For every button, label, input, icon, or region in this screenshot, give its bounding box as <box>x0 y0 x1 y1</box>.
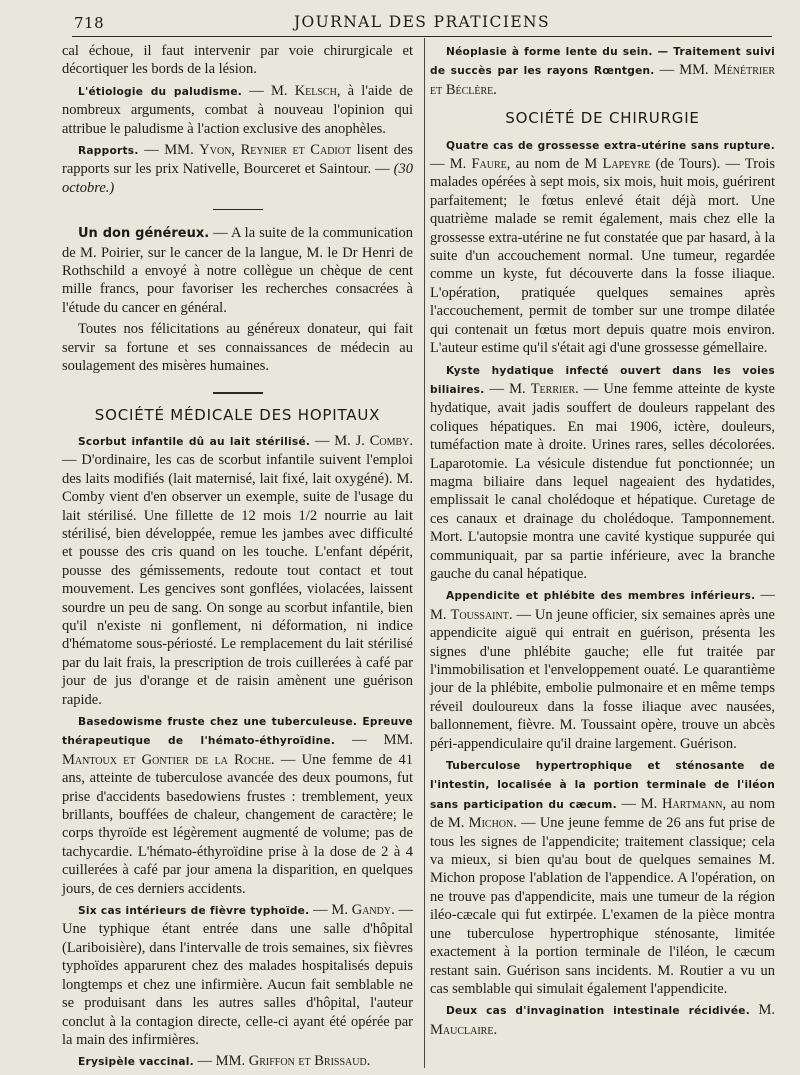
entry-author: Gandy <box>351 902 392 919</box>
entry-title: Néoplasie à forme lente du sein. — Traitement suivi de succès par les rayons Rœntgen. <box>430 46 775 78</box>
entry-neoplasie: Néoplasie à forme lente du sein. — Traitement suivi de succès par les rayons Rœntgen. — MM. Ménétrier et Béclère. <box>430 46 776 98</box>
entry-tuberculose: Tuberculose hypertrophique et sténosante de l'intestin, localisée à la portion terminale de l'iléon sans participation du cæcum. — M. Hartmann, au nom de M. Michon. — Une jeune femme de 26 ans fut prise de tous les signes de l'appendicite; traitement classique; cela va mieux, si bien qu'au bout de quelques semaines M. Michon propose l'ablation de l'appendice. A l'opération, on ne trouve pas d'appendicite, mais une tumeur de la région iléo-cæcale qui fut extirpée. L'examen de la pièce montra une tuberculose hypertrophique sténosante, limitée exactement à la portion terminale de l'iléon, le cæcum restant sain. Guérison sans incidents. M. Routier a vu un cas semblable qui simulait également l'appendicite. <box>430 760 775 997</box>
entry-title: Scorbut infantile dû au lait stérilisé. <box>78 435 311 448</box>
page-header <box>72 10 772 37</box>
entry-author: Kelsch <box>294 82 337 99</box>
entry-authors: Mantoux et Gontier de la Roche <box>62 751 272 768</box>
entry-erysipele: Erysipèle vaccinal. — MM. Griffon et Brissaud. <box>78 1053 371 1070</box>
entry-title: Deux cas d'invagination intestinale récidivée. <box>446 1005 750 1018</box>
entry-grossesse: Quatre cas de grossesse extra-utérine sans rupture. — M. Faure, au nom de M Lapeyre (de Tours). — Trois malades opérées à sept mois, six mois, huit mois, guérirent parfaitement; le fœtus enlevé était déjà mort. Une quatrième malade se remit également, mais chez elle la grossesse extra-utérine ne fut constatée que par hasard, à la suite d'un accouchement normal. Une tumeur, regardée comme un kyste, fut découverte dans la fosse iliaque. L'opération, pratiquée quelques semaines après l'accouchement, permit de tomber sur une trompe dilatée qui contenait un fœtus mort depuis quatre mois environ. L'auteur estime qu'il s'était agi d'une grossesse gémellaire. <box>430 139 775 357</box>
entry-title: Erysipèle vaccinal. <box>78 1056 194 1069</box>
right-column <box>430 42 775 1042</box>
entry-authors: Griffon et Brissaud <box>248 1053 367 1070</box>
entry-scorbut: Scorbut infantile dû au lait stérilisé. — M. J. Comby. — D'ordinaire, les cas de scorbut infantile suivent l'emploi des laits modifiés (lait maternisé, lait fixé, lait oxygéné). M. Comby vient d'en observer un exemple, suite de l'usage du lait stérilisé. Une fillette de 12 mois 1/2 nourrie au lait stérilisé, bien développée, remue les jambes avec difficulté et pousse des cris quand on les touche. L'enfant dépérit, pousse des gémissements, redoute tout contact et tout mouvement. Les gencives sont gonflées, violacées, laissent sourdre un peu de sang. On songe au scorbut infantile, bien qu'il n'existe ni gonflement, ni déformation, ni indice d'hématome sous-périosté. Le remplacement du lait stérilisé par du lait frais, la prescription de trois cuillerées à café par jour de jus d'orange et de raisin amènent une guérison rapide. <box>62 432 413 708</box>
entry-author: Comby <box>369 432 410 449</box>
entry-title: Six cas intérieurs de fièvre typhoïde. <box>78 905 310 918</box>
entry-typhoide: Six cas intérieurs de fièvre typhoïde. — M. Gandy. — Une typhique étant entrée dans une salle d'hôpital (Lariboisière), dans l'intervalle de trois semaines, six fièvres typhoïdes apparurent chez des malades hospitalisés depuis longtemps et chez une infirmière. Aucun fait semblable ne se produisant dans les autres salles d'hôpital, l'auteur conclut à la contagion directe, celle-ci ayant été opérée par la main des infirmières. <box>62 902 413 1048</box>
entry-author: Toussaint <box>450 606 509 623</box>
separator-rule <box>213 392 263 394</box>
entry-author: Michon <box>468 815 514 832</box>
entry-paludisme: L'étiologie du paludisme. — M. Kelsch, à l'aide de nombreux arguments, combat à nouveau l'opinion qui attribue le paludisme à l'action exclusive des anophèles. <box>62 82 413 137</box>
entry-author: Terrier <box>530 380 576 397</box>
entry-title: Un don généreux. <box>78 226 210 242</box>
entry-title: L'étiologie du paludisme. <box>78 85 243 98</box>
section-title-hopitaux: SOCIÉTÉ MÉDICALE DES HOPITAUX <box>94 405 381 424</box>
entry-authors: Yvon, Reynier et Cadiot <box>199 142 352 159</box>
entry-invagination: Deux cas d'invagination intestinale récidivée. M. Mauclaire. <box>430 1002 775 1038</box>
left-column <box>62 42 413 1075</box>
entry-title: Tuberculose hypertrophique et sténosante de l'intestin, localisée à la portion terminale de l'iléon sans participation du cæcum. <box>430 760 775 811</box>
separator-rule <box>213 209 263 210</box>
entry-appendicite: Appendicite et phlébite des membres inférieurs. — M. Toussaint. — Un jeune officier, six semaines après une appendicite aiguë qui entrait en guérison, présenta les signes d'une phlébite gauche; elle fut traitée par l'immobilisation et l'enveloppement ouaté. Le quarantième jour de la phlébite, embolie pulmonaire et en même temps réveil douloureux dans la fosse iliaque avec nausées, ballonnement, fièvre. M. Toussaint opère, trouve un abcès péri-appendiculaire qu'il draine largement. Guérison. <box>430 587 775 752</box>
entry-title: Rapports. <box>78 145 139 158</box>
entry-kyste: Kyste hydatique infecté ouvert dans les voies biliaires. — M. Terrier. — Une femme atteinte de kyste hydatique, avait jadis souffert de douleurs rappelant des coliques hépatiques. En mai 1906, ictère, douleurs, tuméfaction mate à droite. Urines rares, selles décolorées. Laparotomie. La vésicule distendue fut ponctionnée; un magma biliaire dans lequel nageaient des hydatides, emplissait le canal cholédoque et hépatique. Curetage de ces canaux et drainage du cholédoque. Tamponnement. Mort. L'autopsie montra une cavité kystique suppurée qui communiquait, par sa partie inférieure, avec la branche gauche du canal hépatique. <box>430 364 775 582</box>
entry-title: Basedowisme fruste chez une tuberculeuse. Epreuve thérapeutique de l'hémato-éthyroïdine. <box>62 716 413 748</box>
entry-authors: Ménétrier et Béclère <box>430 62 776 98</box>
paragraph-felicitations: Toutes nos félicitations au généreux donateur, qui fait servir sa fortune et ses connaissances de médecin au soulagement des misères humaines. <box>62 321 413 375</box>
column-divider <box>424 38 425 1068</box>
entry-don: Un don généreux. — A la suite de la communication de M. Poirier, sur le cancer de la langue, M. le Dr Henri de Rothschild a envoyé à notre collègue un chèque de cent mille francs, pour favoriser les recherches consacrées à l'étude du cancer en général. <box>62 225 414 316</box>
page-number: 718 <box>74 14 105 32</box>
entry-basedowisme: Basedowisme fruste chez une tuberculeuse. Epreuve thérapeutique de l'hémato-éthyroïdine. — MM. Mantoux et Gontier de la Roche. — Une femme de 41 ans, atteinte de tuberculose avancée des deux poumons, fut prise d'accidents basedowiens frustes : tremblement, yeux brillants, bouffées de chaleur, changement de caractère; le corps thyroïde est légèrement augmenté de volume; pas de tachycardie. L'hémato-éthyroïdine prise à la dose de 2 à 4 cuillerées à café par jour amena la disparition, en quelques jours, de ces derniers accidents. <box>62 716 413 897</box>
paragraph-continuation: cal échoue, il faut intervenir par voie chirurgicale et décortiquer les bords de la lésion. <box>62 43 413 78</box>
entry-author: Hartmann <box>662 795 723 812</box>
entry-title: Kyste hydatique infecté ouvert dans les voies biliaires. <box>430 364 775 396</box>
entry-author: Mauclaire <box>430 1021 494 1038</box>
entry-date: (30 octobre.) <box>62 161 413 196</box>
entry-title: Quatre cas de grossesse extra-utérine sans rupture. <box>446 139 775 152</box>
entry-author: Faure <box>471 156 507 173</box>
section-title-chirurgie: SOCIÉTÉ DE CHIRURGIE <box>505 109 700 128</box>
entry-title: Appendicite et phlébite des membres inférieurs. <box>446 590 756 603</box>
entry-author: Lapeyre <box>602 156 651 173</box>
entry-rapports: Rapports. — MM. Yvon, Reynier et Cadiot lisent des rapports sur les prix Nativelle, Bourceret et Saintour. — (30 octobre.) <box>62 142 413 196</box>
running-title: JOURNAL DES PRATICIENS <box>293 13 551 31</box>
